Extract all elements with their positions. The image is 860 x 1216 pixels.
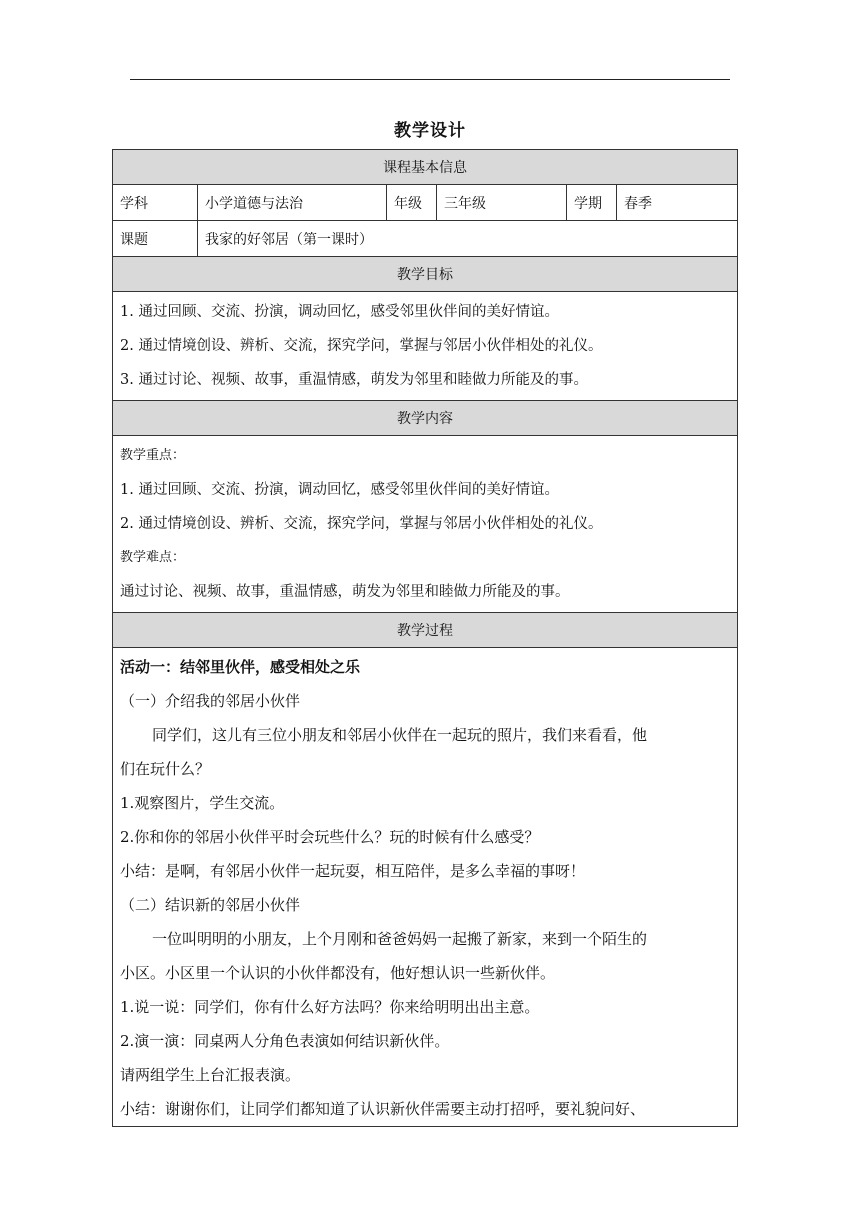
document-title: 教学设计	[394, 121, 466, 141]
grade-label: 年级	[387, 185, 437, 221]
key-point-item: 2. 通过情境创设、辨析、交流，探究学问，掌握与邻居小伙伴相处的礼仪。	[120, 516, 603, 532]
topic-value: 我家的好邻居（第一课时）	[198, 221, 738, 257]
subject-label: 学科	[113, 185, 198, 221]
section-header-objectives	[113, 257, 738, 292]
info-row-topic	[113, 221, 738, 257]
section-header-process	[113, 613, 738, 648]
section-header-content	[113, 401, 738, 436]
process-cell	[113, 648, 738, 1127]
section-title: 课程基本信息	[113, 150, 738, 185]
objective-item: 1. 通过回顾、交流、扮演，调动回忆，感受邻里伙伴间的美好情谊。	[120, 304, 559, 320]
objective-item: 2. 通过情境创设、辨析、交流，探究学问，掌握与邻居小伙伴相处的礼仪。	[120, 338, 603, 354]
objectives-cell	[113, 292, 738, 401]
section-title: 教学目标	[113, 257, 738, 292]
section-title: 教学过程	[113, 613, 738, 648]
header-rule	[130, 79, 730, 80]
difficult-point-item: 通过讨论、视频、故事，重温情感，萌发为邻里和睦做力所能及的事。	[120, 584, 570, 600]
part-title: （一）介绍我的邻居小伙伴	[120, 692, 301, 710]
step-item: 1.说一说：同学们，你有什么好方法吗？你来给明明出出主意。	[120, 998, 540, 1016]
info-row-subject	[113, 185, 738, 221]
step-item: 2.演一演：同桌两人分角色表演如何结识新伙伴。	[120, 1032, 450, 1050]
content-row	[113, 436, 738, 613]
step-item: 请两组学生上台汇报表演。	[120, 1066, 301, 1084]
step-item: 2.你和你的邻居小伙伴平时会玩些什么？玩的时候有什么感受？	[120, 828, 540, 846]
term-value: 春季	[617, 185, 738, 221]
paragraph-line: 同学们，这儿有三位小朋友和邻居小伙伴在一起玩的照片，我们来看看，他	[152, 726, 648, 744]
key-point-item: 1. 通过回顾、交流、扮演，调动回忆，感受邻里伙伴间的美好情谊。	[120, 482, 559, 498]
term-label: 学期	[567, 185, 617, 221]
paragraph-line: 们在玩什么？	[120, 760, 211, 778]
objective-item: 3. 通过讨论、视频、故事，重温情感，萌发为邻里和睦做力所能及的事。	[120, 372, 588, 388]
grade-value: 三年级	[437, 185, 567, 221]
difficult-points-label: 教学难点：	[120, 550, 186, 565]
section-title: 教学内容	[113, 401, 738, 436]
lesson-plan-table	[112, 149, 738, 1127]
summary-text: 小结：是啊，有邻居小伙伴一起玩耍，相互陪伴，是多么幸福的事呀！	[120, 862, 586, 880]
key-points-label: 教学重点：	[120, 448, 186, 463]
paragraph-line: 一位叫明明的小朋友，上个月刚和爸爸妈妈一起搬了新家，来到一个陌生的	[152, 930, 648, 948]
activity-title: 活动一：结邻里伙伴，感受相处之乐	[120, 658, 361, 676]
step-item: 1.观察图片，学生交流。	[120, 794, 285, 812]
summary-text: 小结：谢谢你们，让同学们都知道了认识新伙伴需要主动打招呼，要礼貌问好、	[120, 1100, 646, 1118]
process-row	[113, 648, 738, 1127]
topic-label: 课题	[113, 221, 198, 257]
paragraph-line: 小区。小区里一个认识的小伙伴都没有，他好想认识一些新伙伴。	[120, 964, 556, 982]
part-title: （二）结识新的邻居小伙伴	[120, 896, 301, 914]
content-cell	[113, 436, 738, 613]
objectives-row	[113, 292, 738, 401]
section-header-basic-info	[113, 150, 738, 185]
subject-value: 小学道德与法治	[198, 185, 387, 221]
